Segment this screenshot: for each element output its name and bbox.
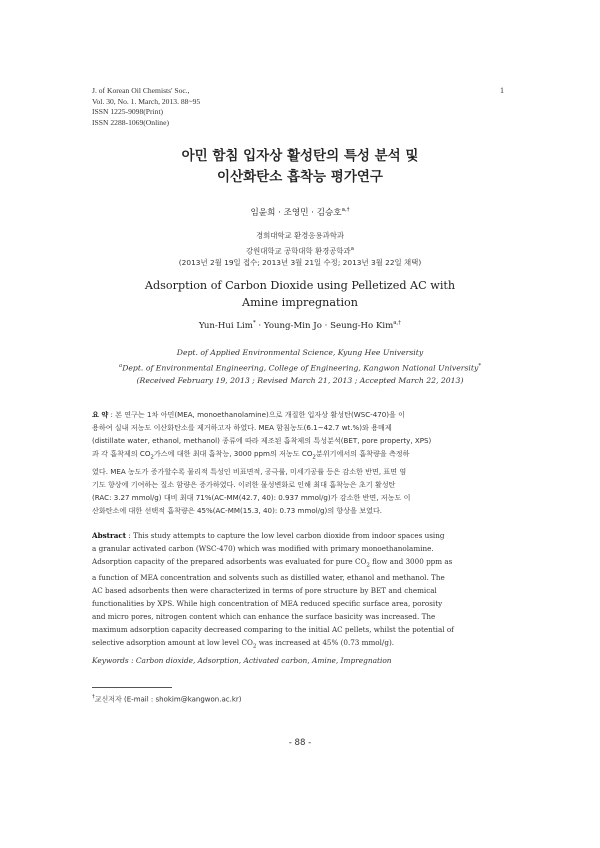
english-abstract-line <box>92 530 508 543</box>
english-abstract-line: functionalities by XPS. While high concentration of MEA reduced specific surface area, porosity <box>92 599 443 609</box>
korean-author-mark: a,† <box>341 207 350 214</box>
korean-abstract-line: (distillate water, ethanol, methanol) 종류에 따라 제조된 흡착제의 특성분석(BET, pore property, XPS) <box>92 436 432 446</box>
korean-abstract-line: 산화탄소에 대한 선택적 흡착량은 45%(AC-MM(15.3, 40): 0.73 mmol/g)의 향상을 보였다. <box>92 506 383 516</box>
subscript-2: 2 <box>150 454 154 461</box>
english-title-line2: Amine impregnation <box>241 295 359 309</box>
korean-abstract-line: (RAC: 3.27 mmol/g) 대비 최대 71%(AC-MM(42.7, 40): 0.937 mmol/g)가 감소한 반면, 저농도 이 <box>92 492 411 502</box>
english-abstract-text: was increased at 45% (0.73 mmol/g). <box>256 638 395 648</box>
footnote-text: 교신저자 (E-mail : shokim@kangwon.ac.kr) <box>94 695 242 704</box>
author-1-mark: * <box>252 320 256 326</box>
korean-authors <box>0 206 600 218</box>
english-abstract-line: a granular activated carbon (WSC-470) which was modified with primary monoethanolamine. <box>92 543 434 553</box>
footnote-mark: † <box>92 694 95 700</box>
page-number: - 88 - <box>288 738 312 748</box>
korean-abstract-text: 가스에 대한 최대 흡착능, 3000 ppm의 저농도 CO <box>153 449 313 459</box>
english-affil-line2-mark: a <box>118 362 123 369</box>
english-title <box>0 278 600 311</box>
korean-affil-line2 <box>0 243 600 258</box>
korean-abstract-text: 분위기에서의 흡착량을 측정하 <box>315 449 410 459</box>
author-3: Seung-Ho Kim <box>330 320 394 331</box>
subscript-2: 2 <box>312 454 316 461</box>
english-abstract-line: a function of MEA concentration and solvents such as distilled water, ethanol and methanol. The <box>92 573 445 583</box>
korean-title-line2: 이산화탄소 흡착능 평가연구 <box>217 169 383 185</box>
english-affiliations <box>0 347 600 387</box>
korean-abstract-text: : 본 연구는 1차 아민(MEA, monoethanolamine)으로 개질한 입자상 활성탄(WSC-470)을 이 <box>108 410 406 419</box>
english-title-line1: Adsorption of Carbon Dioxide using Pelletized AC with <box>144 279 456 292</box>
journal-volume: Vol. 30, No. 1. March, 2013. 88~95 <box>92 96 201 106</box>
korean-abstract-line: 기도 향상에 기여하는 질소 함량은 증가하였다. 이러한 물성변화로 인해 최대 흡착능은 초기 활성탄 <box>92 479 396 489</box>
english-affil-line2 <box>0 360 600 375</box>
english-abstract-line <box>92 556 508 572</box>
journal-header <box>92 86 200 128</box>
korean-title <box>0 146 600 188</box>
english-abstract-text: : This study attempts to capture the low level carbon dioxide from indoor spaces using <box>126 531 445 540</box>
english-abstract-text: selective adsorption amount at low level CO <box>92 638 253 648</box>
corresponding-author-footnote <box>92 694 242 704</box>
english-affil-line2-end-mark: * <box>478 362 482 369</box>
korean-affil-line2-mark: a <box>350 245 355 252</box>
korean-abstract-line <box>92 447 508 465</box>
korean-author-names: 임윤희 · 조영민 · 김승호 <box>250 208 342 218</box>
issn-online: ISSN 2288-1069(Online) <box>92 117 169 127</box>
english-abstract-line <box>92 637 508 653</box>
english-abstract-line: maximum adsorption capacity decreased comparing to the initial AC pellets, whilst the potential of <box>92 625 454 635</box>
korean-affil-line1: 경희대학교 환경응용과학과 <box>255 231 345 240</box>
english-abstract-label: Abstract <box>92 531 127 540</box>
korean-abstract <box>92 408 508 517</box>
english-affil-line1: Dept. of Applied Environmental Science, Kyung Hee University <box>176 348 424 357</box>
subscript-2: 2 <box>252 643 257 650</box>
author-separator-1: · <box>255 320 264 331</box>
author-separator-2: · <box>321 320 331 331</box>
author-2: Young-Min Jo <box>263 320 322 331</box>
english-dates: (Received February 19, 2013 ; Revised March 21, 2013 ; Accepted March 22, 2013) <box>136 375 464 385</box>
english-abstract-line: AC based adsorbents then were characterized in terms of pore structure by BET and chemical <box>92 586 437 596</box>
korean-abstract-line <box>92 408 508 421</box>
author-1: Yun-Hui Lim <box>198 320 253 331</box>
english-abstract <box>92 530 508 653</box>
korean-abstract-line: 였다. MEA 농도가 증가할수록 물리적 특성인 비표면적, 공극률, 미세기공률 등은 감소한 반면, 표면 염 <box>92 466 407 476</box>
korean-affiliations <box>0 230 600 270</box>
keywords-text: : Carbon dioxide, Adsorption, Activated carbon, Amine, Impregnation <box>128 656 392 665</box>
korean-abstract-label: 요 약 <box>92 410 109 419</box>
korean-abstract-line: 용하여 실내 저농도 이산화탄소를 제거하고자 하였다. MEA 함침농도(6.1~42.7 wt.%)와 용매제 <box>92 423 392 433</box>
keywords <box>92 656 508 665</box>
english-authors <box>0 320 600 331</box>
korean-affil-line2-text: 강원대학교 공학대학 환경공학과 <box>245 245 351 255</box>
issn-print: ISSN 1225-9098(Print) <box>92 107 164 116</box>
english-abstract-text: Adsorption capacity of the prepared adsorbents was evaluated for pure CO <box>92 556 367 566</box>
page-marker: 1 <box>500 86 504 95</box>
journal-name: J. of Korean Oil Chemists' Soc., <box>92 86 190 95</box>
english-abstract-text: flow and 3000 ppm as <box>369 556 453 566</box>
footnote-divider <box>92 687 172 688</box>
korean-dates: (2013년 2월 19일 접수; 2013년 3월 21일 수정; 2013년 3월 22일 채택) <box>178 258 422 268</box>
korean-title-line1: 아민 함침 입자상 활성탄의 특성 분석 및 <box>181 148 419 164</box>
keywords-label: Keywords <box>92 656 129 665</box>
english-abstract-line: and micro pores, nitrogen content which can enhance the surface basicity was increased. The <box>92 612 436 622</box>
author-3-mark: a,† <box>393 320 402 326</box>
english-affil-line2-text: Dept. of Environmental Engineering, College of Engineering, Kangwon National University <box>122 363 479 373</box>
subscript-2: 2 <box>366 562 370 569</box>
korean-abstract-text: 과 각 흡착제의 CO <box>92 449 151 459</box>
